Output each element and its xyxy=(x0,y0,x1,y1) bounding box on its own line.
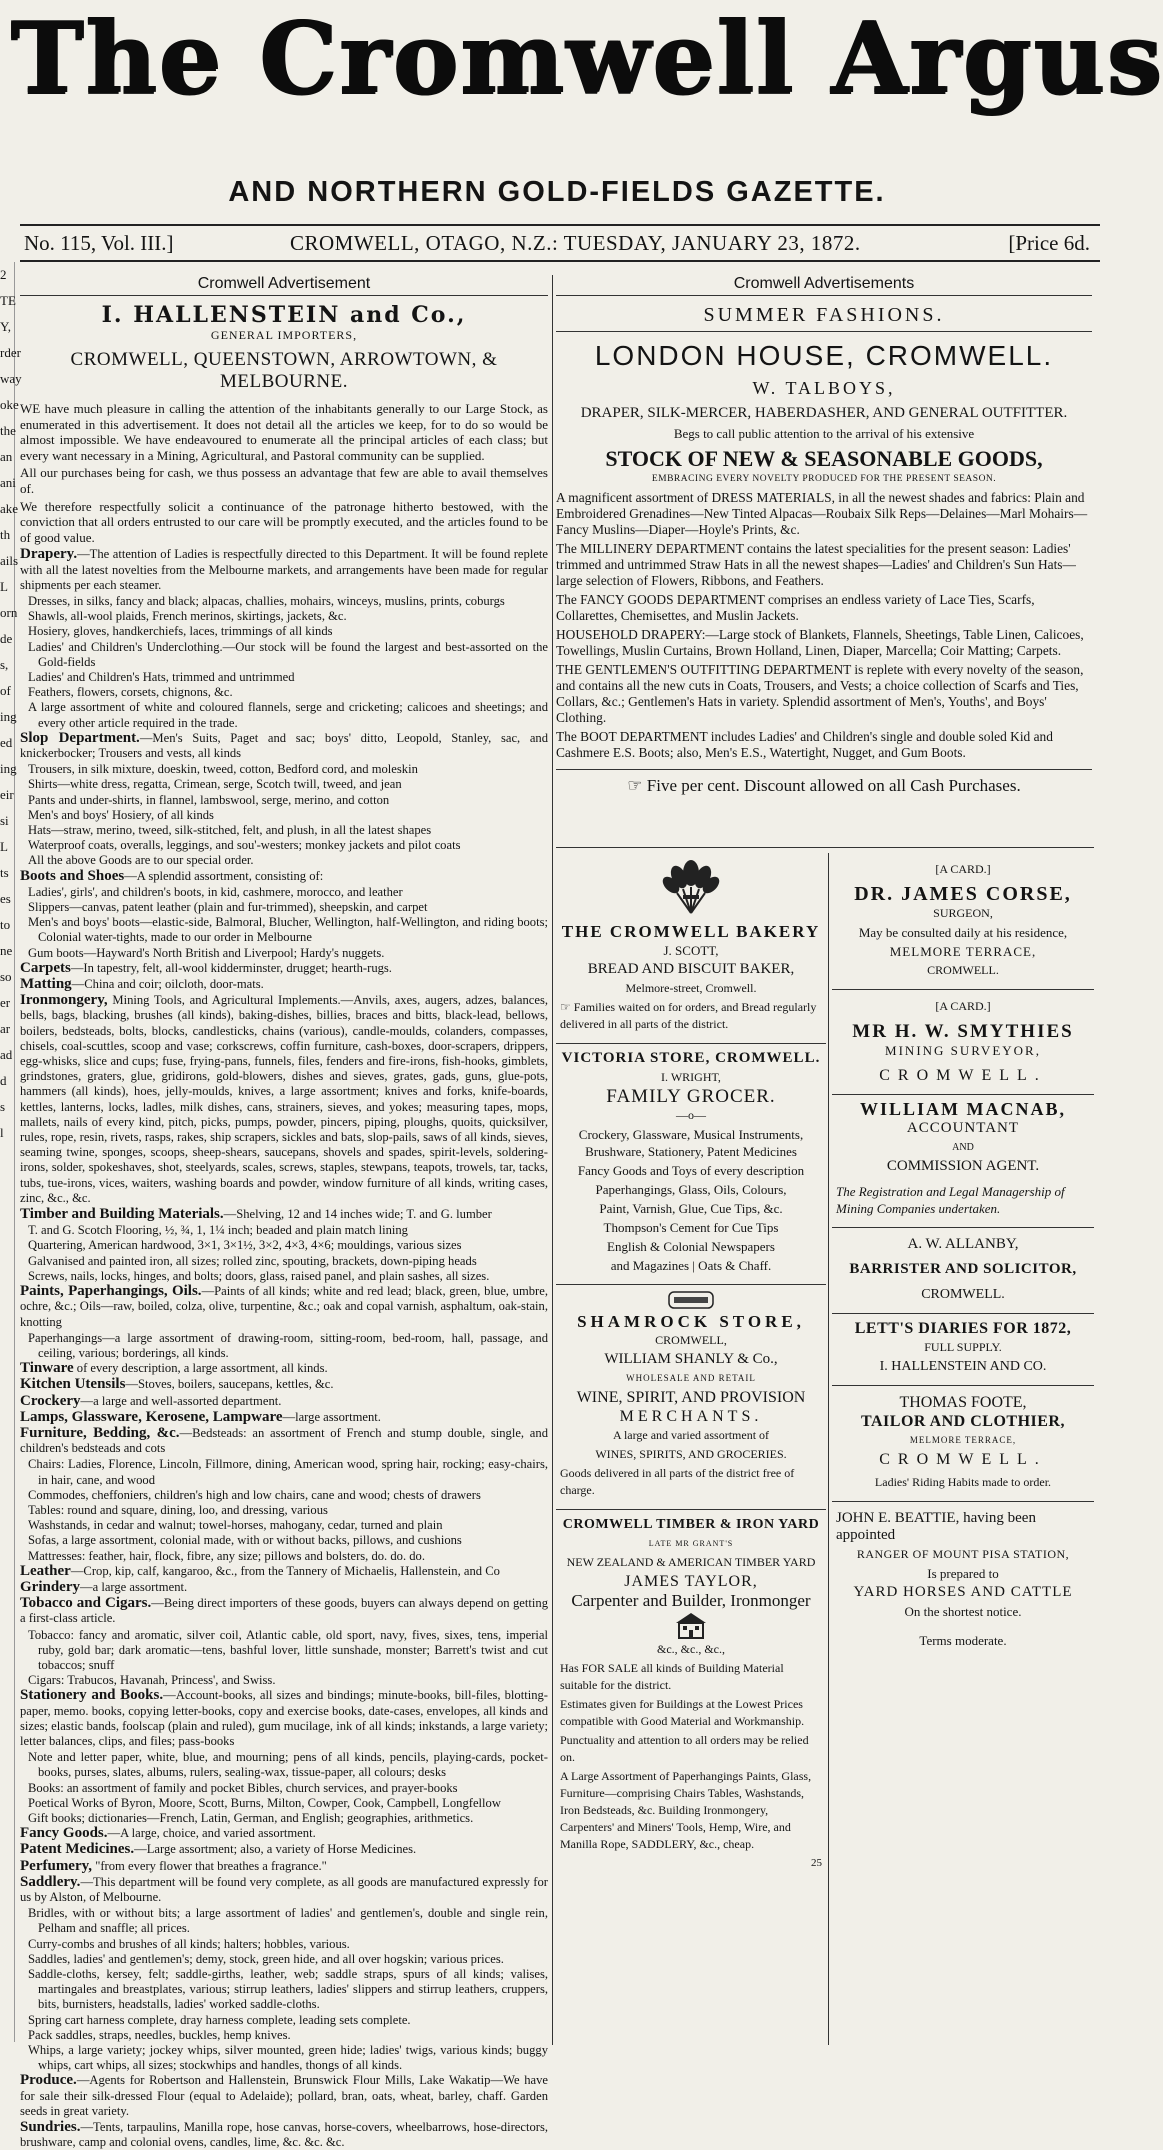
section-head: Boots and Shoes xyxy=(20,867,125,884)
wheat-sheaf-icon xyxy=(661,859,721,915)
corse-place: MELMORE TERRACE, xyxy=(889,944,1037,959)
section-paragraph xyxy=(20,1361,548,1376)
edge-fragment: ts xyxy=(0,865,9,880)
section-text: —a large assortment. xyxy=(80,1579,188,1594)
timber-paragraph: Punctuality and attention to all orders may be relied on. xyxy=(560,1733,809,1764)
edge-fragment: ani xyxy=(0,475,16,490)
section-item: Ladies' and Children's Hats, trimmed and untrimmed xyxy=(28,669,295,684)
section-item: Gift books; dictionaries—French, Latin, German, and English; geographies, arithmetics. xyxy=(28,1811,474,1825)
section-text: —Tents, tarpaulins, Manilla rope, hose canvas, horse-covers, wheelbarrows, hose-directors, brushware, camp and colonial ovens, candles, lime, &c. &c. &c. xyxy=(20,2120,548,2150)
section-paragraph xyxy=(20,1394,548,1409)
section-text: —a large and well-assorted department. xyxy=(80,1393,282,1408)
newspaper-subtitle: AND NORTHERN GOLD-FIELDS GAZETTE. xyxy=(228,176,886,208)
edge-fragment: of xyxy=(0,683,11,698)
talboys-paragraph: The BOOT DEPARTMENT includes Ladies' and Children's single and double soled Kid and Cashmere E.S. Boots; also, Men's E.S., Watertight, Nugget, and Gum Boots. xyxy=(556,729,1053,760)
firm-role: GENERAL IMPORTERS, xyxy=(210,328,358,342)
section-head: Kitchen Utensils xyxy=(20,1376,126,1393)
section-paragraph xyxy=(20,993,548,1206)
corse-title: SURGEON, xyxy=(933,906,993,920)
firm-locations: CROMWELL, QUEENSTOWN, ARROWTOWN, & MELBOURNE. xyxy=(70,349,498,392)
headline: SUMMER FASHIONS. xyxy=(556,304,1092,332)
edge-fragment: ar xyxy=(0,1021,11,1036)
section-text: —large assortment. xyxy=(282,1409,381,1424)
timber-num: 25 xyxy=(811,1857,822,1869)
section-paragraph xyxy=(20,547,548,593)
timber-etc: &c., &c., &c., xyxy=(657,1642,725,1656)
foote-place: MELMORE TERRACE, xyxy=(909,1435,1017,1445)
smythies-name: MR H. W. SMYTHIES xyxy=(852,1021,1074,1042)
victoria-lines xyxy=(560,1126,822,1274)
section-head: Leather xyxy=(20,1562,71,1579)
edge-fragment: the xyxy=(0,423,16,438)
edge-fragment: rder xyxy=(0,345,21,360)
section-paragraph xyxy=(20,1596,548,1626)
section-paragraph xyxy=(20,1426,548,1456)
section-head: Lamps, Glassware, Kerosene, Lampware xyxy=(20,1408,283,1425)
section-head: Slop Department. xyxy=(20,729,140,746)
intro-text xyxy=(20,401,548,545)
section-head: Grindery xyxy=(20,1578,80,1595)
section-item: Saddle-cloths, kersey, felt; saddle-girths, leather, web; saddle straps, spurs of all kinds; valises, martingales and breastplates, various; stirrup leathers, ladies' slippers and stirrup leathers, cruppers, bits, burnisters, headstalls, ladies' worked saddle-cloths. xyxy=(28,1967,548,2012)
talboys-advertisement xyxy=(556,275,1092,845)
victoria-line: Paint, Varnish, Glue, Cue Tips, &c. xyxy=(599,1201,783,1216)
beattie-prep: Is prepared to xyxy=(927,1566,999,1581)
section-text: —Men's Suits, Paget and sac; boys' ditto, Leopold, Stanley, sac, and knickerbocker; Trousers and vests, all kinds xyxy=(20,730,548,760)
section-paragraph xyxy=(20,1284,548,1330)
edge-fragment: ad xyxy=(0,1047,13,1062)
bakery-ad xyxy=(556,853,826,1044)
section-item: Curry-combs and brushes of all kinds; halters; hobbles, various. xyxy=(28,1936,350,1951)
intro-paragraph: WE have much pleasure in calling the attention of the inhabitants generally to our Large Stock, as enumerated in this advertisement. It does not detail all the articles we keep, for to do so would be almost impossible. We have endeavoured to enumerate all the principal articles of each class; but every want necessary in a Mining, Agricultural, and Pastoral community can be supplied. xyxy=(20,401,548,463)
edge-fragment: er xyxy=(0,995,11,1010)
section-item: Hats—straw, merino, tweed, silk-stitched, felt, and plush, in all the latest shapes xyxy=(28,823,432,837)
section-item: Waterproof coats, overalls, leggings, and sou'-westers; monkey jackets and pilot coats xyxy=(28,838,461,853)
stamp-emblem-icon xyxy=(668,1291,714,1309)
section-item: Ladies', girls', and children's boots, in kid, cashmere, morocco, and leather xyxy=(28,884,403,899)
victoria-line: Paperhangings, Glass, Oils, Colours, xyxy=(595,1182,787,1197)
section-item: Whips, a large variety; jockey whips, silver mounted, green hide; ladies' twigs, various kinds; buggy whips, cart whips, all sizes; stockwhips and handles, thongs of all kinds. xyxy=(28,2043,548,2073)
section-paragraph xyxy=(20,1564,548,1579)
begs-line: Begs to call public attention to the arrival of his extensive xyxy=(673,426,975,441)
section-text: —Large assortment; also, a variety of Horse Medicines. xyxy=(134,1842,417,1857)
talboys-paragraphs xyxy=(556,490,1092,761)
section-item: All the above Goods are to our special order. xyxy=(28,853,254,868)
beattie-yard: YARD HORSES AND CATTLE xyxy=(853,1584,1073,1600)
cards-column xyxy=(832,853,1094,2045)
bakery-note-text: Families waited on for orders, and Bread regularly delivered in all parts of the district. xyxy=(560,1000,817,1031)
section-item: Feathers, flowers, corsets, chignons, &c. xyxy=(28,685,233,700)
section-item: Screws, nails, locks, hinges, and bolts; doors, glass, raised panel, and plain sashes, all sizes. xyxy=(28,1268,490,1283)
section-head: Furniture, Bedding, &c. xyxy=(20,1424,180,1441)
talboys-paragraph: The FANCY GOODS DEPARTMENT comprises an endless variety of Lace Ties, Scarfs, Collarettes, Chemisettes, and Muslin Jackets. xyxy=(556,592,1035,623)
allanby-name: A. W. ALLANBY, xyxy=(907,1236,1019,1252)
section-item: Paperhangings—a large assortment of drawing-room, sitting-room, bed-room, hall, passage, and ceiling, various; borderings, all kinds. xyxy=(28,1330,548,1360)
section-text: —The attention of Ladies is respectfully directed to this Department. It will be found replete with all the latest novelties from the Melbourne markets, and arrangements have been made for regular shipments per each steamer. xyxy=(20,547,548,592)
talboys-paragraph: THE GENTLEMEN'S OUTFITTING DEPARTMENT is replete with every novelty of the season, and contains all the new cuts in Coats, Trousers, and Vests; a choice collection of Scarfs and Ties, Collars, &c.; Gentlemen's Hats in variety. Splendid assortment of Men's, Youths', and Boys' Clothing. xyxy=(556,662,1084,725)
firm-name: I. HALLENSTEIN and Co., xyxy=(101,302,467,328)
bakery-note xyxy=(560,999,822,1033)
section-text: Mining Tools, and Agricultural Implements.—Anvils, axes, augers, adzes, balances, bells, bags, blacking, brushes (all kinds), baking-dishes, billies, braces and bitts, black-lead, bellows, boilers, bedsteads, bolts, blocks, candlesticks, chains (various), candle-moulds, colanders, compasses, chisels, coal-scuttles, scoop and vase; corkscrews, coffin furniture, cash-boxes, door-scrapers, drippers, egg-whisks, slice and cups; fuse, frying-pans, funnels, files, fenders and fire-irons, fish-hooks, gimblets, grindstones, graters, glue, gridirons, gold-blowers, dishes and sieves, grates, gads, guns, glue-pots, hammers (all kinds), hoes, jelly-moulds, knives, a large assortment; knives and forks, knife-boards, kettles, lanterns, locks, ladles, milk dishes, cans, strainers, sieves, and yokes; measuring tapes, mops, mallets, nails of every kind, pitch, picks, pumps, powder, pincers, piping, ploughs, quoits, quicksilver, rules, rope, resin, rivets, rasps, rakes, ship scrapers, sickles and bats, slop-pails, saws of all kinds, sieves, seaming twine, sponges, scoops, sheep-shears, saucepans, shovels and spades, spirit-levels, soldering-irons, solder, spokeshaves, shot, steelyards, scales, screws, staples, stewpans, teapots, trowels, tar, tacks, tubs, tue-irons, vices, waiters, washing boards and powder, window furniture of all kinds, writing cases, zinc, &c., &c. xyxy=(20,993,548,1205)
section-text: —Bedsteads: an assortment of French and stump double, single, and children's bedsteads and cots xyxy=(20,1425,548,1456)
timber-trade: Carpenter and Builder, Ironmonger xyxy=(571,1591,811,1610)
bakery-trade: BREAD AND BISCUIT BAKER, xyxy=(587,961,795,977)
section-item: Hosiery, gloves, handkerchiefs, laces, trimmings of all kinds xyxy=(28,624,333,639)
section-head: Stationery and Books. xyxy=(20,1687,164,1704)
stock-sections xyxy=(20,547,548,2150)
letts-name: LETT'S DIARIES FOR 1872, xyxy=(854,1320,1072,1337)
section-item: Quartering, American hardwood, 3×1, 3×1½, 3×2, 4×3, 4×6; mouldings, various sizes xyxy=(28,1238,462,1253)
house-name: LONDON HOUSE, CROMWELL. xyxy=(594,340,1054,371)
card-smythies xyxy=(832,990,1094,1095)
foote-town: CROMWELL. xyxy=(879,1451,1047,1468)
section-head: Sundries. xyxy=(20,2119,81,2136)
section-text: —Shelving, 12 and 14 inches wide; T. and G. lumber xyxy=(223,1207,492,1222)
timber-paragraph: A Large Assortment of Paperhangings Paints, Glass, Furniture—comprising Chairs Tables, Washstands, Iron Bedsteads, &c. Building Ironmongery, Carpenters' and Miners' Tools, Hemp, Wire, and Manilla Rope, SADDLERY, &c., cheap. xyxy=(560,1769,812,1851)
section-item: Mattresses: feather, hair, flock, fibre, any size; pillows and bolsters, do. do. do. xyxy=(28,1548,425,1563)
edge-fragment: to xyxy=(0,917,11,932)
corse-name: DR. JAMES CORSE, xyxy=(854,883,1072,905)
edge-fragment: Y, xyxy=(0,319,11,334)
beattie-notice: On the shortest notice. xyxy=(904,1604,1022,1619)
section-head: Perfumery, xyxy=(20,1857,93,1874)
timber-paragraph: Estimates given for Buildings at the Lowest Prices compatible with Good Material and Workmanship. xyxy=(560,1697,805,1728)
section-text: "from every flower that breathes a fragrance." xyxy=(92,1858,327,1873)
embracing-line: EMBRACING EVERY NOVELTY PRODUCED FOR THE PRESENT SEASON. xyxy=(651,474,997,484)
section-head: Fancy Goods. xyxy=(20,1825,108,1842)
talboys-paragraph: HOUSEHOLD DRAPERY:—Large stock of Blankets, Flannels, Sheetings, Table Linen, Calicoes, Towellings, Muslin Curtains, Brown Holland, Linen, Diaper, Marcella; Coir Matting; Carpets. xyxy=(556,627,1084,658)
section-head: Carpets xyxy=(20,959,71,976)
section-item: Washstands, in cedar and walnut; towel-horses, mahogany, cedar, turned and plain xyxy=(28,1518,443,1533)
section-item: Men's and boys' Hosiery, of all kinds xyxy=(28,807,214,822)
edge-fragment: de xyxy=(0,631,13,646)
macnab-note: The Registration and Legal Managership of Mining Companies undertaken. xyxy=(836,1184,1065,1216)
column-rule xyxy=(828,853,829,2045)
letts-by: I. HALLENSTEIN AND CO. xyxy=(879,1359,1047,1374)
timber-paragraphs xyxy=(560,1660,822,1853)
smythies-town: CROMWELL. xyxy=(879,1067,1047,1084)
edge-fragment: oke xyxy=(0,397,19,412)
foote-title: TAILOR AND CLOTHIER, xyxy=(861,1413,1065,1430)
section-head: Timber and Building Materials. xyxy=(20,1206,224,1223)
corse-line: May be consulted daily at his residence, xyxy=(858,925,1068,940)
victoria-line: Fancy Goods and Toys of every description xyxy=(577,1163,805,1178)
edge-fragment: s xyxy=(0,1099,6,1114)
section-item: Tables: round and square, dining, loo, and dressing, various xyxy=(28,1502,328,1517)
section-text: —Stoves, boilers, saucepans, kettles, &c. xyxy=(125,1377,334,1392)
section-head: Saddlery. xyxy=(20,1873,81,1890)
shamrock-delivery: Goods delivered in all parts of the district free of charge. xyxy=(560,1466,795,1497)
beattie-station: RANGER OF MOUNT PISA STATION, xyxy=(856,1547,1070,1561)
bakery-proprietor: J. SCOTT, xyxy=(663,943,719,958)
card-corse xyxy=(832,853,1094,990)
section-item: Bridles, with or without bits; a large assortment of ladies' and gentlemen's, double and single rein, Pelham and snaffle; all prices. xyxy=(28,1906,548,1936)
shamrock-trade: WINE, SPIRIT, AND PROVISION xyxy=(576,1389,806,1406)
section-item: Saddles, ladies' and gentlemen's; demy, stock, green hide, and all over hogskin; various prices. xyxy=(28,1951,504,1966)
section-item: Cigars: Trabucos, Havanah, Princess', and Swiss. xyxy=(28,1673,276,1688)
victoria-trade: FAMILY GROCER. xyxy=(606,1086,776,1107)
macnab-t2: AND xyxy=(952,1142,974,1153)
dateline-bar xyxy=(20,224,1100,262)
card-macnab xyxy=(832,1095,1094,1228)
intro-paragraph: All our purchases being for cash, we thus possess an advantage that few are able to avail themselves of. xyxy=(20,465,548,496)
section-paragraph xyxy=(20,1410,548,1425)
section-text: —A large, choice, and varied assortment. xyxy=(107,1826,316,1841)
beattie-terms: Terms moderate. xyxy=(919,1633,1007,1648)
column-rule xyxy=(552,275,553,2045)
section-paragraph xyxy=(20,1207,548,1222)
section-head: Ironmongery, xyxy=(20,992,108,1009)
talboys-paragraph: A magnificent assortment of DRESS MATERIALS, in all the newest shades and fabrics: Plain and Embroidered Grenadines—New Tinted Alpacas—Roubaix Silk Reps—Delaines—Marl Mohairs—Fancy Muslins—Diaper—Hoyle's Prints, &c. xyxy=(556,490,1088,537)
section-item: Shawls, all-wool plaids, French merinos, skirtings, jackets, &c. xyxy=(28,609,347,624)
section-text: of every description, a large assortment, all kinds. xyxy=(73,1361,328,1376)
section-item: T. and G. Scotch Flooring, ½, ¾, 1, 1¼ inch; beaded and plain match lining xyxy=(28,1223,408,1238)
section-head: Tinware xyxy=(20,1360,74,1377)
trades: DRAPER, SILK-MERCER, HABERDASHER, AND GENERAL OUTFITTER. xyxy=(580,405,1068,421)
section-item: Books: an assortment of family and pocket Bibles, church services, and prayer-books xyxy=(28,1780,458,1795)
proprietor: W. TALBOYS, xyxy=(752,378,896,398)
macnab-t3: COMMISSION AGENT. xyxy=(886,1158,1040,1174)
discount-text: Five per cent. Discount allowed on all Cash Purchases. xyxy=(646,776,1021,795)
left-edge-fragments xyxy=(0,262,22,2042)
local-ads-column xyxy=(556,853,826,2045)
beattie-lead: JOHN E. BEATTIE, having been appointed xyxy=(836,1510,1036,1543)
section-item: Dresses, in silks, fancy and black; alpacas, challies, mohairs, winceys, muslins, prints, coburgs xyxy=(28,593,505,608)
foote-note: Ladies' Riding Habits made to order. xyxy=(874,1475,1052,1489)
section-paragraph xyxy=(20,961,548,976)
section-head: Matting xyxy=(20,976,72,993)
stock-heading: STOCK OF NEW & SEASONABLE GOODS, xyxy=(605,446,1043,471)
section-text: —Crop, kip, calf, kangaroo, &c., from the Tannery of Michaelis, Hallenstein, and Co xyxy=(70,1563,500,1578)
edge-fragment: orn xyxy=(0,605,18,620)
allanby-town: CROMWELL. xyxy=(921,1287,1005,1302)
section-head: Drapery. xyxy=(20,546,78,563)
column-title: Cromwell Advertisement xyxy=(20,275,548,296)
edge-fragment: way xyxy=(0,371,22,386)
section-paragraph xyxy=(20,731,548,761)
section-head: Paints, Paperhangings, Oils. xyxy=(20,1283,202,1300)
timber-proprietor: JAMES TAYLOR, xyxy=(624,1573,758,1590)
section-paragraph xyxy=(20,977,548,992)
card-beattie xyxy=(832,1502,1094,1659)
section-paragraph xyxy=(20,1875,548,1905)
pointing-hand-icon: ☞ xyxy=(627,776,647,795)
building-icon xyxy=(674,1611,708,1639)
edge-fragment: d xyxy=(0,1073,7,1088)
shamrock-trade2: MERCHANTS. xyxy=(619,1408,763,1425)
bakery-address: Melmore-street, Cromwell. xyxy=(625,981,757,995)
edge-fragment: L xyxy=(0,839,8,854)
edge-fragment: s, xyxy=(0,657,9,672)
section-item: Sofas, a large assortment, colonial made, with or without backs, pillows, and cushions xyxy=(28,1533,462,1548)
section-item: Gum boots—Hayward's North British and Liverpool; Hardy's nuggets. xyxy=(28,945,385,960)
victoria-sep: —o— xyxy=(676,1108,706,1122)
section-text: —A splendid assortment, consisting of: xyxy=(124,868,324,883)
shamrock-name: SHAMROCK STORE, xyxy=(577,1312,805,1331)
shamrock-store-ad xyxy=(556,1285,826,1510)
section-text: —This department will be found very complete, as all goods are manufactured expressly for us by Alston, of Melbourne. xyxy=(20,1874,548,1905)
bakery-name: THE CROMWELL BAKERY xyxy=(561,922,821,941)
section-text: —China and coir; oilcloth, door-mats. xyxy=(71,977,264,992)
section-item: Ladies' and Children's Underclothing.—Our stock will be found the largest and best-assorted on the Gold-fields xyxy=(28,639,548,669)
section-item: Poetical Works of Byron, Moore, Scott, Burns, Milton, Cowper, Cook, Campbell, Longfellow xyxy=(28,1795,501,1810)
card-letts xyxy=(832,1314,1094,1386)
edge-fragment: ne xyxy=(0,943,13,958)
section-paragraph xyxy=(20,1859,548,1874)
section-item: Shirts—white dress, regatta, Crimean, serge, Scotch twill, tweed, and jean xyxy=(28,777,402,792)
victoria-line: English & Colonial Newspapers xyxy=(607,1239,775,1254)
discount-line xyxy=(556,769,1092,796)
section-text: —Paints of all kinds; white and red lead; black, green, blue, umbre, ochre, &c.; Oils—raw, boiled, colza, olive, turpentine, &c.; oak and copal varnish, asphaltum, oak-stain, knotting xyxy=(20,1284,548,1329)
victoria-line: Thompson's Cement for Cue Tips xyxy=(603,1220,779,1235)
edge-fragment: si xyxy=(0,813,9,828)
section-head: Patent Medicines. xyxy=(20,1841,135,1858)
section-head: Produce. xyxy=(20,2072,77,2089)
edge-fragment: l xyxy=(0,1125,4,1140)
edge-fragment: ails xyxy=(0,553,19,568)
price: [Price 6d. xyxy=(1008,231,1090,255)
column-title: Cromwell Advertisements xyxy=(556,275,1092,296)
section-item: Pack saddles, straps, needles, buckles, hemp knives. xyxy=(28,2027,291,2042)
section-paragraph xyxy=(20,1842,548,1857)
card-tag: [A CARD.] xyxy=(935,999,991,1013)
section-item: Chairs: Ladies, Florence, Lincoln, Fillmore, dining, American wood, spring hair, rocking; easy-chairs, in hair, cane, and wood xyxy=(28,1457,548,1487)
section-item: Tobacco: fancy and aromatic, silver coil, Atlantic cable, old sport, navy, fives, sixes, tens, imperial ruby, gold bar; dark aromatic—tens, bashful lover, little sunshade, monster; Barrett's twist and cut tobaccos; snuff xyxy=(28,1627,548,1672)
edge-fragment: ed xyxy=(0,735,13,750)
smythies-title: MINING SURVEYOR, xyxy=(885,1043,1041,1058)
section-item: Note and letter paper, white, blue, and mourning; pens of all kinds, pencils, playing-cards, pocket-books, purses, slates, albums, rulers, sealing-wax, tissue-paper, all colours; desks xyxy=(28,1750,548,1780)
foote-name: THOMAS FOOTE, xyxy=(899,1394,1027,1411)
macnab-name: WILLIAM MACNAB, xyxy=(859,1099,1066,1119)
hallenstein-advertisement xyxy=(20,275,549,2150)
victoria-proprietor: I. WRIGHT, xyxy=(661,1070,721,1084)
section-paragraph xyxy=(20,2073,548,2119)
shamrock-proprietor: WILLIAM SHANLY & Co., xyxy=(604,1351,778,1367)
card-foote xyxy=(832,1386,1094,1502)
newspaper-title: The Cromwell Argus xyxy=(10,1,1163,116)
section-text: —Account-books, all sizes and bindings; minute-books, bill-files, blotting-paper, memo. books, copying letter-books, copy and exercise books, date-cases, envelopes, all kinds and sizes; elastic bands, foolscap (plain and ruled), gum mucilage, ink of all kinds; inkstands, a large variety; letter balances, clips, and files; pass-books xyxy=(20,1688,549,1748)
section-rule xyxy=(556,847,1094,848)
section-head: Crockery xyxy=(20,1392,81,1409)
timber-late: LATE MR GRANT'S xyxy=(648,1539,734,1548)
timber-yard-ad xyxy=(556,1510,826,1882)
edge-fragment: th xyxy=(0,527,11,542)
timber-paragraph: Has FOR SALE all kinds of Building Material suitable for the district. xyxy=(560,1661,784,1692)
edge-fragment: es xyxy=(0,891,11,906)
victoria-name: VICTORIA STORE, CROMWELL. xyxy=(561,1050,821,1066)
edge-fragment: eir xyxy=(0,787,14,802)
section-text: —In tapestry, felt, all-wool kidderminster, drugget; hearth-rugs. xyxy=(70,960,392,975)
dateline: CROMWELL, OTAGO, N.Z.: TUESDAY, JANUARY 23, 1872. xyxy=(290,231,861,255)
shamrock-town: CROMWELL, xyxy=(655,1333,727,1347)
corse-town: CROMWELL. xyxy=(927,963,999,977)
section-item: Trousers, in silk mixture, doeskin, tweed, cotton, Bedford cord, and moleskin xyxy=(28,762,418,777)
shamrock-desc2: WINES, SPIRITS, AND GROCERIES. xyxy=(595,1447,787,1461)
section-item: Slippers—canvas, patent leather (plain and fur-trimmed), sheepskin, and carpet xyxy=(28,900,428,915)
masthead xyxy=(0,0,1163,232)
allanby-title: BARRISTER AND SOLICITOR, xyxy=(849,1261,1077,1277)
section-paragraph xyxy=(20,1377,548,1392)
edge-fragment: ing xyxy=(0,709,17,724)
victoria-line: and Magazines | Oats & Chaff. xyxy=(610,1258,772,1273)
section-paragraph xyxy=(20,869,548,884)
section-item: Commodes, cheffoniers, children's high and low chairs, cane and wood; chests of drawers xyxy=(28,1487,481,1502)
section-item: A large assortment of white and coloured flannels, serge and cricketing; calicoes and sheetings; and every other article required in the trade. xyxy=(28,700,548,730)
section-head: Tobacco and Cigars. xyxy=(20,1595,152,1612)
card-tag: [A CARD.] xyxy=(935,862,991,876)
section-item: Galvanised and painted iron, all sizes; rolled zinc, spouting, brackets, down-piping heads xyxy=(28,1253,477,1268)
edge-fragment: TE xyxy=(0,293,16,308)
section-text: —Agents for Robertson and Hallenstein, Brunswick Flour Mills, Lake Wakatip—We have for sale their silk-dressed Flour (equal to Adelaide); pollard, bran, oats, wheat, barley, chaff. Garden seeds in great variety. xyxy=(20,2073,548,2118)
edge-fragment: ing xyxy=(0,761,17,776)
victoria-line: Crockery, Glassware, Musical Instruments, Brushware, Stationery, Patent Medicines xyxy=(578,1127,804,1159)
edge-fragment: so xyxy=(0,969,12,984)
intro-paragraph: We therefore respectfully solicit a continuance of the patronage hitherto bestowed, with the conviction that all orders entrusted to our care will be promptly executed, and the articles found to be of good value. xyxy=(20,498,548,545)
section-paragraph xyxy=(20,1826,548,1841)
section-paragraph xyxy=(20,1688,548,1749)
section-text: —Being direct importers of these goods, buyers can always depend on getting a first-class article. xyxy=(20,1596,548,1626)
section-paragraph xyxy=(20,1580,548,1595)
pointing-hand-icon: ☞ xyxy=(560,1000,574,1014)
shamrock-desc: A large and varied assortment of xyxy=(612,1428,770,1442)
timber-name: CROMWELL TIMBER & IRON YARD xyxy=(562,1517,820,1532)
macnab-t1: ACCOUNTANT xyxy=(906,1120,1020,1136)
section-item: Men's and boys' boots—elastic-side, Balmoral, Blucher, Wellington, half-Wellington, and riding boots; Colonial water-tights, made to our order in Melbourne xyxy=(28,915,548,945)
edge-fragment: L xyxy=(0,579,8,594)
section-item: Pants and under-shirts, in flannel, lambswool, serge, merino, and cotton xyxy=(28,792,390,807)
edge-fragment: 2 xyxy=(0,267,7,282)
victoria-store-ad xyxy=(556,1044,826,1285)
section-paragraph xyxy=(20,2120,548,2150)
talboys-paragraph: The MILLINERY DEPARTMENT contains the latest specialities for the present season: Ladies' trimmed and untrimmed Straw Hats in all the newest shapes—Ladies' and Children's Sun Hats—large selection of Flowers, Ribbons, and Feathers. xyxy=(556,541,1076,588)
shamrock-ws: WHOLESALE AND RETAIL xyxy=(626,1373,756,1383)
edge-fragment: an xyxy=(0,449,13,464)
timber-yard: NEW ZEALAND & AMERICAN TIMBER YARD xyxy=(566,1555,816,1569)
letts-sub: FULL SUPPLY. xyxy=(924,1340,1002,1354)
section-item: Spring cart harness complete, dray harness complete, leading sets complete. xyxy=(28,2012,411,2027)
issue-number: No. 115, Vol. III.] xyxy=(24,231,174,255)
edge-fragment: ake xyxy=(0,501,19,516)
card-allanby xyxy=(832,1228,1094,1314)
